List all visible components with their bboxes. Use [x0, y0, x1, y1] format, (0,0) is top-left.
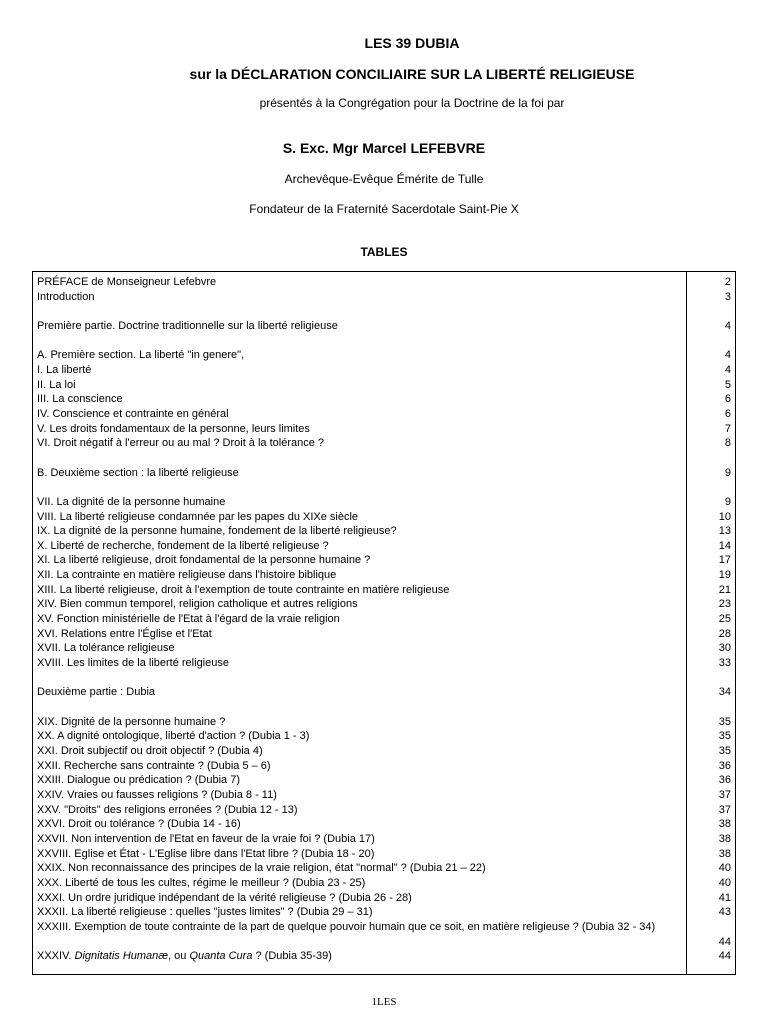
toc-entry-title: XVII. La tolérance religieuse [37, 642, 175, 655]
toc-entry-page: 9 [724, 466, 731, 479]
toc-entry-page: 25 [718, 613, 731, 626]
table-of-contents [32, 271, 736, 975]
toc-entry-page: 44 [718, 950, 731, 963]
toc-entry-title: XXXII. La liberté religieuse : quelles "justes limites" ? (Dubia 29 – 31) [37, 906, 373, 919]
toc-entry-title: VIII. La liberté religieuse condamnée par les papes du XIXe siècle [37, 510, 359, 523]
toc-row [33, 597, 735, 612]
toc-entry-title: XXIII. Dialogue ou prédication ? (Dubia 7) [37, 774, 241, 787]
toc-entry-page: 5 [724, 378, 731, 391]
toc-entry-page: 41 [718, 891, 731, 904]
toc-row [33, 861, 735, 876]
toc-entry-page: 2 [724, 276, 731, 288]
toc-entry-title: IX. La dignité de la personne humaine, fondement de la liberté religieuse? [37, 525, 397, 538]
toc-entry-page: 7 [724, 422, 731, 435]
toc-entry-title: B. Deuxième section : la liberté religieuse [37, 466, 239, 479]
toc-entry-page: 13 [718, 525, 731, 538]
toc-row [33, 275, 735, 290]
toc-row [33, 392, 735, 407]
toc-entry-page: 9 [724, 495, 731, 508]
toc-entry-title: XIII. La liberté religieuse, droit à l'exemption de toute contrainte en matière religieuse [37, 583, 450, 596]
toc-entry-page: 40 [718, 862, 731, 875]
toc-entry-title: XXXI. Un ordre juridique indépendant de la vérité religieuse ? (Dubia 26 - 28) [37, 891, 412, 904]
toc-entry-title: VII. La dignité de la personne humaine [37, 495, 226, 508]
toc-entry-title: VI. Droit négatif à l'erreur ou au mal ? Droit à la tolérance ? [37, 437, 325, 450]
toc-row [33, 891, 735, 906]
toc-row [33, 568, 735, 583]
toc-entry-title: XXII. Recherche sans contrainte ? (Dubia 5 – 6) [37, 759, 271, 772]
toc-entry-page: 4 [724, 363, 731, 376]
toc-row [33, 685, 735, 700]
toc-entry-title: XXX. Liberté de tous les cultes, régime le meilleur ? (Dubia 23 - 25) [37, 876, 366, 889]
toc-entry-page: 38 [718, 847, 731, 860]
toc-entry-title: IV. Conscience et contrainte en général [37, 407, 229, 420]
toc-entry-title: XXIX. Non reconnaissance des principes de la vraie religion, état "normal" ? (Dubia 21 – 22) [37, 862, 486, 875]
toc-spacer [33, 451, 735, 466]
toc-row [33, 817, 735, 832]
toc-row [33, 920, 735, 949]
toc-entry-page: 36 [718, 759, 731, 772]
toc-row [33, 715, 735, 730]
toc-entry-title: XXVIII. Eglise et État - L'Eglise libre dans l'Etat libre ? (Dubia 18 - 20) [37, 847, 375, 860]
toc-row [33, 832, 735, 847]
toc-row [33, 466, 735, 481]
toc-entry-page: 44 [718, 935, 731, 948]
presented-line: présentés à la Congrégation pour la Doctrine de la foi par [259, 96, 565, 110]
toc-entry-title: XIX. Dignité de la personne humaine ? [37, 715, 226, 728]
toc-entry-page: 4 [724, 319, 731, 332]
toc-spacer [33, 700, 735, 715]
toc-row [33, 759, 735, 774]
toc-entry-page: 17 [718, 554, 731, 567]
toc-row [33, 290, 735, 305]
toc-entry-title: XX. A dignité ontologique, liberté d'action ? (Dubia 1 - 3) [37, 730, 310, 743]
toc-entry-title: XVI. Relations entre l'Église et l'Etat [37, 627, 212, 640]
author-role-1: Archevêque-Evêque Émérite de Tulle [284, 172, 484, 186]
toc-spacer [33, 480, 735, 495]
toc-entry-page: 38 [718, 818, 731, 831]
toc-entry-title: XVIII. Les limites de la liberté religieuse [37, 657, 229, 670]
document-subtitle: sur la DÉCLARATION CONCILIAIRE SUR LA LIBERTÉ RELIGIEUSE [189, 66, 635, 82]
toc-row [33, 729, 735, 744]
page-footer: 1LES [371, 996, 397, 1008]
author-role-2: Fondateur de la Fraternité Sacerdotale Saint-Pie X [249, 202, 519, 216]
toc-entry-page: 8 [724, 437, 731, 450]
toc-row [33, 539, 735, 554]
toc-entry-title: Première partie. Doctrine traditionnelle sur la liberté religieuse [37, 319, 338, 332]
toc-entry-title: V. Les droits fondamentaux de la personne, leurs limites [37, 422, 310, 435]
toc-entry-page: 34 [718, 686, 731, 699]
toc-entry-title: II. La loi [37, 378, 76, 391]
toc-row [33, 363, 735, 378]
toc-entry-page: 6 [724, 407, 731, 420]
toc-entry-title: XXIV. Vraies ou fausses religions ? (Dubia 8 - 11) [37, 788, 277, 801]
toc-entry-page: 35 [718, 745, 731, 757]
toc-row [33, 803, 735, 818]
toc-row [33, 847, 735, 862]
toc-entry-page: 19 [718, 569, 731, 582]
toc-entry-title: I. La liberté [37, 363, 92, 376]
toc-row [33, 553, 735, 568]
toc-row [33, 744, 735, 759]
toc-entry-title: XIV. Bien commun temporel, religion catholique et autres religions [37, 598, 358, 611]
toc-entry-title: XXVII. Non intervention de l'Etat en faveur de la vraie foi ? (Dubia 17) [37, 832, 375, 845]
toc-rows [33, 275, 735, 964]
toc-entry-page: 38 [718, 832, 731, 845]
toc-entry-title: XXV. "Droits" des religions erronées ? (Dubia 12 - 13) [37, 803, 298, 816]
toc-spacer [33, 304, 735, 319]
toc-row [33, 773, 735, 788]
toc-entry-title: XV. Fonction ministérielle de l'Etat à l'égard de la vraie religion [37, 613, 340, 626]
toc-entry-page: 40 [718, 876, 731, 889]
toc-entry-title: Deuxième partie : Dubia [37, 686, 156, 699]
toc-row [33, 348, 735, 363]
toc-entry-title: XXI. Droit subjectif ou droit objectif ? (Dubia 4) [37, 745, 263, 757]
toc-entry-title: XXXIII. Exemption de toute contrainte de la part de quelque pouvoir humain que ce soit, en matière religieuse ? (Dubia 32 - 34) [37, 920, 656, 933]
toc-spacer [33, 671, 735, 686]
toc-row [33, 788, 735, 803]
toc-entry-page: 33 [718, 657, 731, 670]
toc-row [33, 905, 735, 920]
toc-entry-page: 35 [718, 730, 731, 743]
document-title: LES 39 DUBIA [364, 35, 460, 51]
toc-row [33, 583, 735, 598]
toc-entry-title: PRÉFACE de Monseigneur Lefebvre [37, 276, 217, 288]
toc-row [33, 656, 735, 671]
toc-row [33, 407, 735, 422]
toc-entry-page: 35 [718, 715, 731, 728]
toc-row [33, 627, 735, 642]
toc-entry-page: 30 [718, 642, 731, 655]
toc-entry-title: III. La conscience [37, 393, 123, 406]
toc-row [33, 641, 735, 656]
toc-row [33, 495, 735, 510]
toc-entry-title: XI. La liberté religieuse, droit fondamental de la personne humaine ? [37, 554, 371, 567]
author-name: S. Exc. Mgr Marcel LEFEBVRE [282, 140, 486, 156]
toc-entry-page: 10 [718, 510, 731, 523]
toc-entry-page: 23 [718, 598, 731, 611]
toc-entry-title: Introduction [37, 290, 95, 303]
toc-entry-title: X. Liberté de recherche, fondement de la liberté religieuse ? [37, 539, 329, 552]
toc-row [33, 436, 735, 451]
toc-row [33, 612, 735, 627]
toc-row [33, 949, 735, 964]
toc-entry-page: 37 [718, 803, 731, 816]
toc-entry-page: 43 [718, 906, 731, 919]
toc-row [33, 422, 735, 437]
toc-entry-page: 3 [724, 290, 731, 303]
toc-entry-title: XXXIV. Dignitatis Humanæ, ou Quanta Cura ? (Dubia 35-39) [37, 950, 332, 963]
toc-row [33, 378, 735, 393]
toc-entry-page: 6 [724, 393, 731, 406]
toc-row [33, 319, 735, 334]
toc-row [33, 876, 735, 891]
toc-entry-page: 37 [718, 788, 731, 801]
toc-spacer [33, 334, 735, 349]
tables-heading: TABLES [360, 245, 408, 259]
toc-row [33, 510, 735, 525]
toc-entry-page: 21 [718, 583, 731, 596]
toc-entry-page: 4 [724, 349, 731, 362]
toc-entry-title: XXVI. Droit ou tolérance ? (Dubia 14 - 16) [37, 818, 241, 831]
toc-entry-title: XII. La contrainte en matière religieuse dans l'histoire biblique [37, 569, 337, 582]
toc-entry-page: 14 [718, 539, 731, 552]
toc-row [33, 524, 735, 539]
toc-entry-page: 28 [718, 627, 731, 640]
toc-entry-title: A. Première section. La liberté "in genere", [37, 349, 245, 362]
toc-entry-page: 36 [718, 774, 731, 787]
